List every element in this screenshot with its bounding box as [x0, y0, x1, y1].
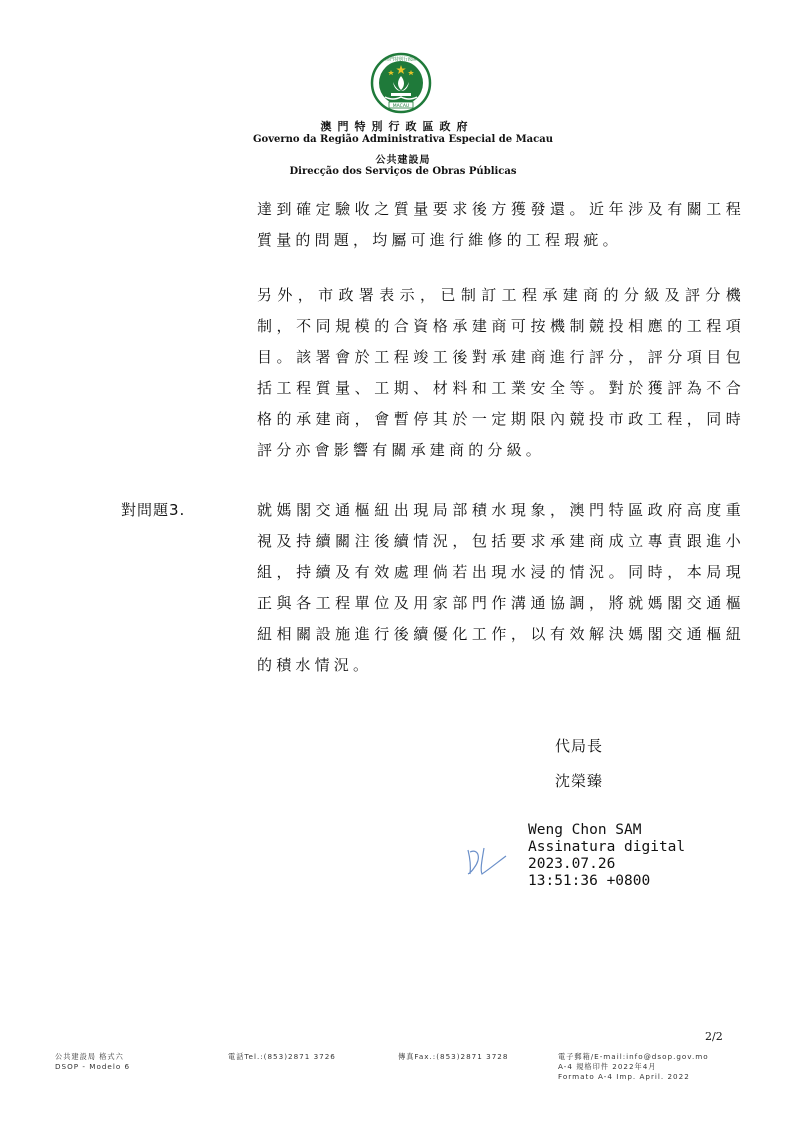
- paragraph-2: 另外，市政署表示，已制訂工程承建商的分級及評分機制，不同規模的合資格承建商可按機制競投相應的工程項目。該署會於工程竣工後對承建商進行評分，評分項目包括工程質量、工期、材料和工業安全等。對於獲評為不合格的承建商，會暫停其於一定期限內競投市政工程，同時評分亦會影響有關承建商的分級。: [257, 286, 745, 459]
- footer-format-zh: A-4 規格印件 2022年4月: [558, 1062, 657, 1071]
- digital-signature-time: 13:51:36 +0800: [528, 873, 651, 889]
- page-number: 2/2: [705, 1030, 723, 1043]
- government-name-zh: 澳門特別行政區政府: [320, 120, 474, 133]
- signatory-title: 代局長: [555, 737, 604, 755]
- digital-signature-label: Assinatura digital: [528, 839, 686, 855]
- footer-fax: 傳真Fax.:(853)2871 3728: [398, 1052, 509, 1061]
- question-3-label: 對問題3.: [121, 501, 186, 519]
- footer-contact: [558, 1052, 709, 1082]
- signatory-name: 沈榮臻: [555, 772, 604, 790]
- paragraph-3: 就媽閣交通樞紐出現局部積水現象，澳門特區政府高度重視及持續關注後續情況，包括要求承建商成立專責跟進小組，持續及有效處理倘若出現水浸的情況。同時，本局現正與各工程單位及用家部門作溝通協調，將就媽閣交通樞紐相關設施進行後續優化工作，以有效解決媽閣交通樞紐的積水情況。: [257, 501, 745, 674]
- emblem-banner-text: MACAU: [392, 104, 410, 109]
- department-name-zh: 公共建設局: [375, 155, 431, 166]
- government-name-pt: Governo da Região Administrativa Especial de Macau: [253, 134, 553, 145]
- footer-form-pt: DSOP - Modelo 6: [55, 1062, 131, 1071]
- digital-signature-block: [528, 822, 685, 890]
- footer-form-zh: 公共建設局 格式六: [55, 1052, 124, 1061]
- department-name-pt: Direcção dos Serviços de Obras Públicas: [289, 166, 517, 177]
- paragraph-1: 達到確定驗收之質量要求後方獲發還。近年涉及有關工程質量的問題，均屬可進行維修的工程瑕疵。: [257, 200, 745, 249]
- footer-format-pt: Formato A-4 Imp. April. 2022: [558, 1072, 690, 1081]
- footer-form: [55, 1052, 130, 1072]
- digital-signature-date: 2023.07.26: [528, 856, 616, 872]
- footer-tel: 電話Tel.:(853)2871 3726: [228, 1052, 336, 1061]
- macau-emblem-icon: [367, 52, 435, 114]
- digital-signature-name: Weng Chon SAM: [528, 822, 642, 838]
- footer-email: 電子郵箱/E-mail:info@dsop.gov.mo: [558, 1052, 709, 1061]
- handwritten-signature-icon: [462, 840, 510, 880]
- emblem-arc-text: 澳門特別行政區: [385, 57, 417, 63]
